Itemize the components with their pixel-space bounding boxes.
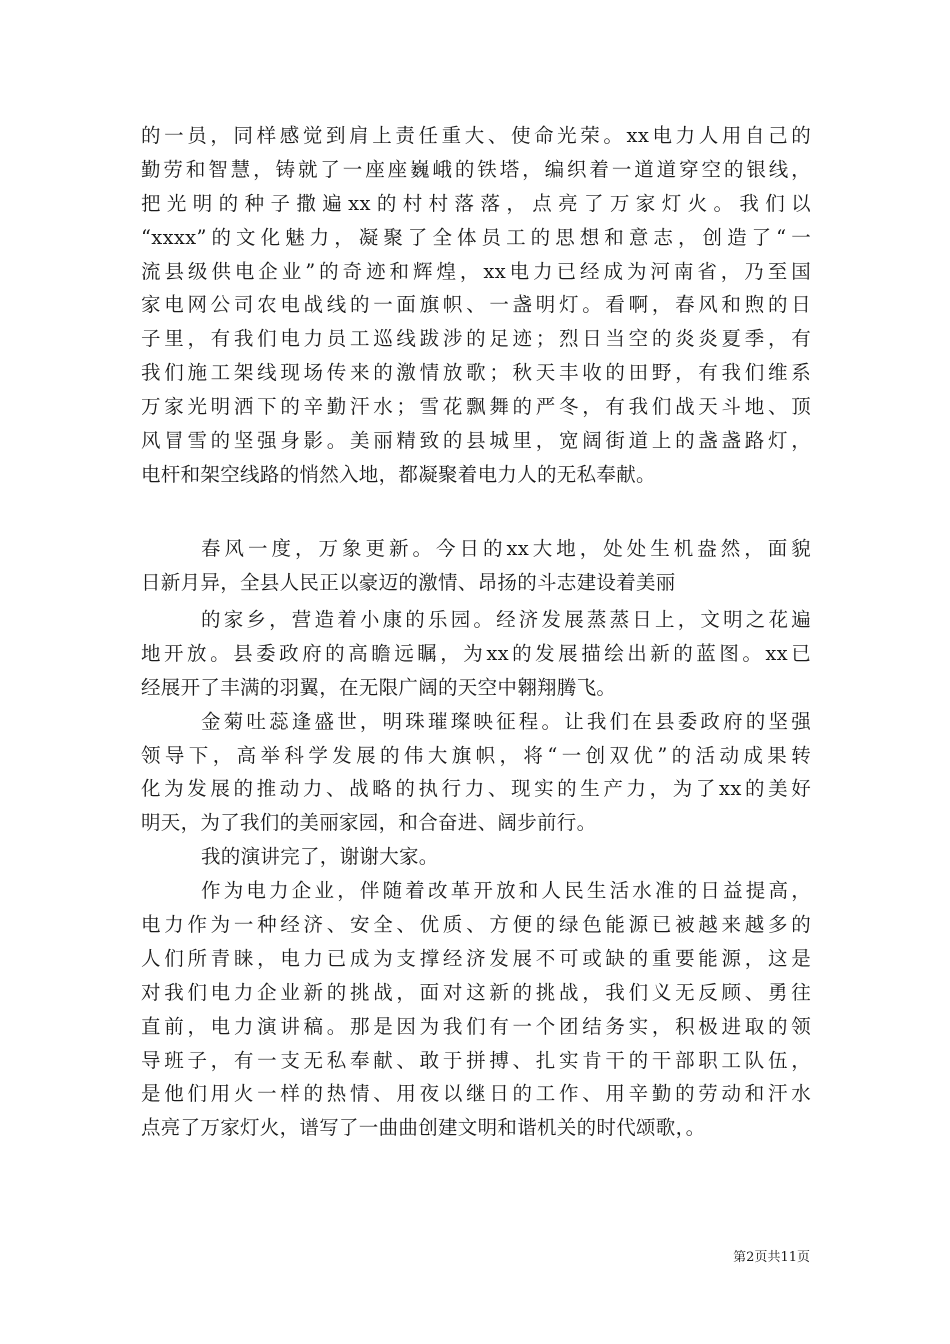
text-line: 对我们电力企业新的挑战，面对这新的挑战，我们义无反顾、勇往 — [141, 980, 811, 1004]
text-line: 作为电力企业，伴随着改革开放和人民生活水准的日益提高， — [201, 879, 811, 903]
text-line: 化为发展的推动力、战略的执行力、现实的生产力，为了xx的美好 — [141, 777, 811, 801]
text-line: 春风一度，万象更新。今日的xx大地，处处生机盎然，面貌 — [201, 537, 811, 560]
paragraph-block-2 — [141, 532, 811, 600]
text-line: 导班子，有一支无私奉献、敢于拼搏、扎实肯干的干部职工队伍， — [141, 1048, 811, 1072]
paragraph-block-1 — [141, 119, 811, 492]
text-line: 的一员，同样感觉到肩上责任重大、使命光荣。xx电力人用自己的 — [141, 124, 811, 147]
text-line: 子里，有我们电力员工巡线跋涉的足迹；烈日当空的炎炎夏季，有 — [141, 327, 811, 351]
text-line: 流县级供电企业”的奇迹和辉煌，xx电力已经成为河南省，乃至国 — [141, 259, 811, 283]
text-line: 人们所青睐，电力已成为支撑经济发展不可或缺的重要能源，这是 — [141, 946, 811, 970]
text-line: 地开放。县委政府的高瞻远瞩，为xx的发展描绘出新的蓝图。xx已 — [141, 641, 811, 665]
page-number: 第2页共11页 — [733, 1250, 810, 1265]
text-line: 把光明的种子撒遍xx的村村落落，点亮了万家灯火。我们以 — [141, 191, 811, 215]
text-line: 电杆和架空线路的悄然入地，都凝聚着电力人的无私奉献。 — [141, 462, 656, 486]
text-line: 风冒雪的坚强身影。美丽精致的县城里，宽阔街道上的盏盏路灯， — [141, 429, 811, 453]
text-line: 我的演讲完了，谢谢大家。 — [201, 845, 439, 869]
paragraph-block-3 — [141, 603, 811, 1145]
text-line: 领导下，高举科学发展的伟大旗帜，将“一创双优”的活动成果转 — [141, 743, 811, 767]
text-line: “xxxx”的文化魅力，凝聚了全体员工的思想和意志，创造了“一 — [141, 225, 811, 249]
text-line: 是他们用火一样的热情、用夜以继日的工作、用辛勤的劳动和汗水 — [141, 1082, 811, 1106]
text-line: 我们施工架线现场传来的激情放歌；秋天丰收的田野，有我们维系 — [141, 361, 811, 385]
text-line: 万家光明洒下的辛勤汗水；雪花飘舞的严冬，有我们战天斗地、顶 — [141, 395, 811, 419]
text-line: 直前，电力演讲稿。那是因为我们有一个团结务实，积极进取的领 — [141, 1014, 811, 1038]
text-line: 金菊吐蕊逢盛世，明珠璀璨映征程。让我们在县委政府的坚强 — [201, 709, 811, 733]
text-line: 经展开了丰满的羽翼，在无限广阔的天空中翱翔腾飞。 — [141, 675, 617, 699]
text-line: 明天，为了我们的美丽家园，和合奋进、阔步前行。 — [141, 811, 597, 835]
text-line: 电力作为一种经济、安全、优质、方便的绿色能源已被越来越多的 — [141, 913, 811, 937]
text-line: 日新月异，全县人民正以豪迈的激情、昂扬的斗志建设着美丽 — [141, 570, 676, 594]
text-line: 家电网公司农电战线的一面旗帜、一盏明灯。看啊，春风和煦的日 — [141, 293, 811, 317]
text-line: 勤劳和智慧，铸就了一座座巍峨的铁塔，编织着一道道穿空的银线， — [141, 157, 811, 181]
text-line: 点亮了万家灯火，谱写了一曲曲创建文明和谐机关的时代颂歌，。 — [141, 1116, 706, 1140]
text-line: 的家乡，营造着小康的乐园。经济发展蒸蒸日上，文明之花遍 — [201, 608, 811, 631]
